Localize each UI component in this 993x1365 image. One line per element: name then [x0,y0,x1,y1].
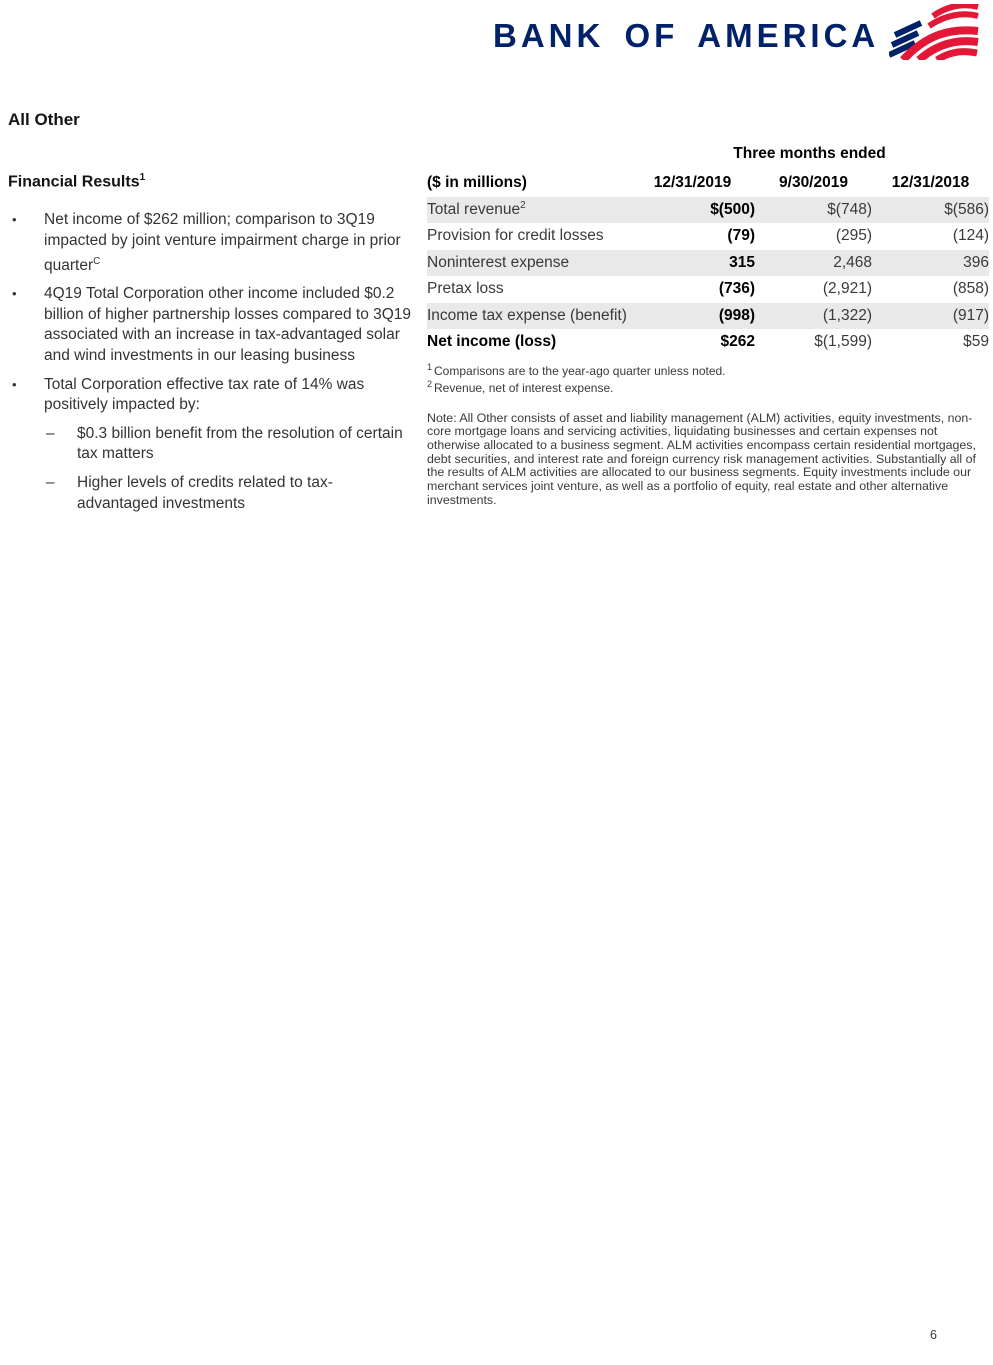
unit-label: ($ in millions) [427,174,527,192]
cell-value: (736) [718,280,755,298]
sub-bullet-credits [44,473,413,514]
footnote-text: Comparisons are to the year-ago quarter unless noted. [434,363,726,378]
bullet-text-content: 4Q19 Total Corporation other income included $0.2 billion of higher partnership losses compared to 3Q19 associated with an increase in tax-advantaged solar and wind investments in our leasing business [44,285,412,365]
row-label [427,197,630,224]
note-paragraph: Note: All Other consists of asset and liability management (ALM) activities, equity investments, non-core mortgage loans and servicing activities, liquidating businesses and certain expenses not otherwise allocated to a business segment. ALM activities encompass certain residential mortgages, debt securities, and interest rate and foreign currency risk management activities. Substantially all of the results of ALM activities are allocated to our business segments. Equity investments include our merchant services joint venture, as well as a portfolio of equity, real estate and other alternative investments. [427,410,976,507]
row-label: Noninterest expense [427,250,630,277]
sub-bullet-text: Higher levels of credits related to tax-advantaged investments [77,474,333,512]
heading-footnote-ref: 1 [139,172,146,183]
cell-value: 396 [872,250,989,277]
cell-value: (1,322) [755,303,872,330]
footnote-text: Revenue, net of interest expense. [434,381,614,395]
bullet-text-content: Net income of $262 million; comparison to 3Q19 impacted by joint venture impairment charge in prior quarter [44,211,401,274]
column-header-12-31-2018: 12/31/2018 [891,174,970,192]
dash-marker: – [46,474,55,492]
financial-results-heading [8,172,413,191]
column-header-12-31-2019: 12/31/2019 [653,174,732,192]
cell-value: (79) [727,227,755,245]
bullet-net-income [8,210,413,276]
table-row-provision-credit-losses [427,223,989,250]
sub-bullet-text: $0.3 billion benefit from the resolution of certain tax matters [77,424,403,463]
cell-value: $59 [963,333,989,351]
cell-value: (998) [630,303,755,330]
row-label-text: Total revenue [427,201,521,219]
bullet-footnote-ref: C [93,255,101,267]
cell-value: $(500) [630,197,755,224]
row-label: Provision for credit losses [427,227,604,245]
table-row-total-revenue [427,197,989,224]
table-row-noninterest-expense [427,250,989,277]
cell-value: $(586) [872,197,989,224]
financial-results-table [427,170,989,356]
footnote-1 [427,361,989,379]
bank-of-america-wordmark: BANK OF AMERICA [493,16,880,54]
table-row-income-tax [427,303,989,330]
cell-value: $(1,599) [814,333,872,351]
bank-of-america-logo [493,6,979,65]
footnote-sup: 2 [427,379,433,389]
page-title: All Other [8,110,80,129]
column-header-9-30-2019: 9/30/2019 [779,174,848,192]
financial-table-section [427,145,989,507]
cell-value: (2,921) [822,280,872,298]
bullet-other-income [8,284,413,366]
bullet-tax-rate [8,375,413,523]
row-footnote-ref: 2 [520,200,526,212]
sub-bullet-tax-matters [44,424,413,465]
sub-bullet-list [44,424,413,514]
cell-value: 2,468 [755,250,872,277]
cell-value: $262 [720,333,755,351]
heading-text: Financial Results [8,173,140,191]
table-header-row [427,170,989,197]
cell-value: (858) [952,280,989,298]
table-group-header: Three months ended [733,145,886,162]
bullet-marker: • [12,212,17,228]
dash-marker: – [46,424,55,442]
bullet-marker: • [12,286,17,302]
table-row-net-income [427,329,989,356]
row-label: Pretax loss [427,280,504,298]
footnotes [427,361,989,396]
cell-value: 315 [630,250,755,277]
bofa-flagscape-icon [889,4,979,65]
cell-value: $(748) [755,197,872,224]
row-label: Net income (loss) [427,333,557,351]
bullet-text [44,284,413,366]
bullet-text [44,375,413,523]
footnote-sup: 1 [427,361,433,372]
bullet-text-content: Total Corporation effective tax rate of 14% was positively impacted by: [44,375,365,414]
bullet-marker: • [12,376,17,392]
table-row-pretax-loss [427,276,989,303]
cell-value: (124) [952,227,989,245]
bullet-text [44,210,413,276]
financial-results-section [8,172,413,530]
row-label: Income tax expense (benefit) [427,303,630,330]
cell-value: (917) [872,303,989,330]
footnote-2 [427,378,989,396]
page-number: 6 [930,1328,937,1342]
cell-value: (295) [835,227,872,245]
